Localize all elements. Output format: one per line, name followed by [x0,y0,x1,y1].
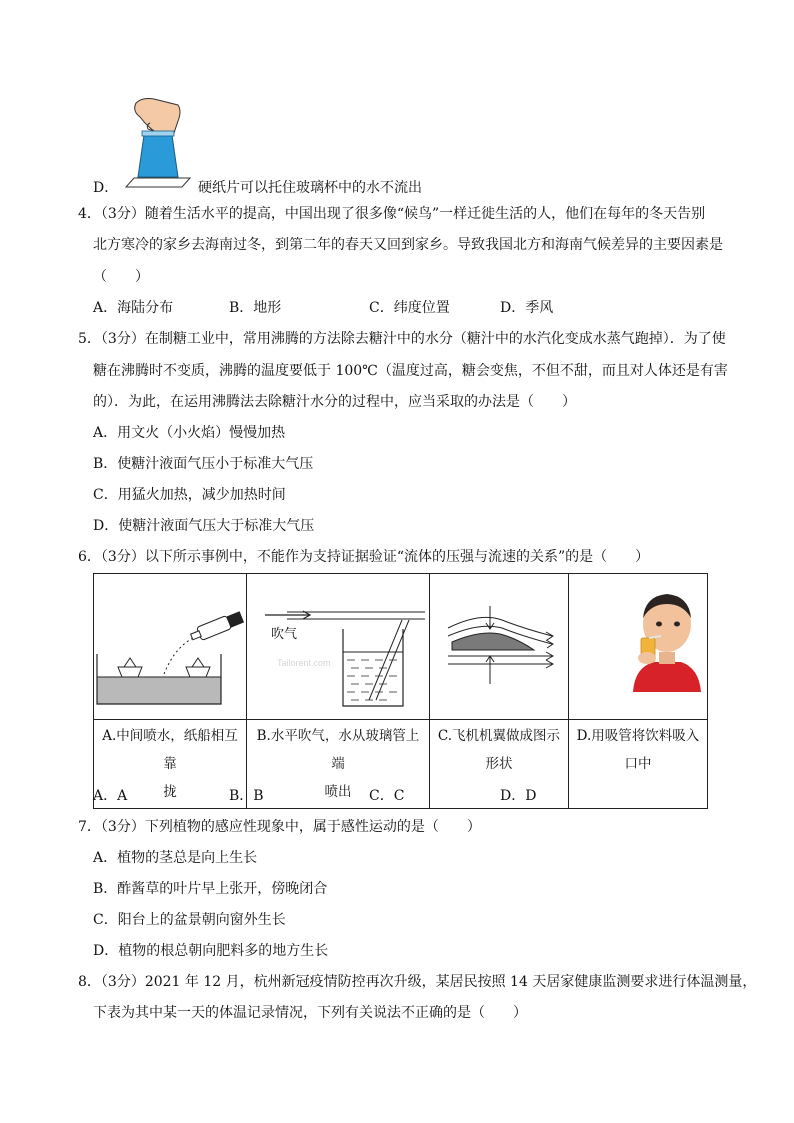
q7-option-c[interactable]: C．阳台上的盆景朝向窗外生长 [93,912,286,928]
q3-option-d-figure [120,95,195,190]
q6-caption-c-line2: 形状 [485,756,513,772]
boy-drinking-icon [569,574,707,719]
q4-stem-line3: （ ） [93,269,149,285]
q6-caption-b-line1: B.水平吹气，水从玻璃管上端 [256,728,420,772]
blow-tube-icon [247,574,429,719]
q5-option-a[interactable]: A．用文火（小火焰）慢慢加热 [93,425,286,441]
q8-stem-line1: 8．（3分）2021 年 12 月，杭州新冠疫情防控再次升级，某居民按照 14 天居家健康监测要求进行体温测量， [78,974,757,990]
q6-caption-d-line2: 口中 [624,756,652,772]
q5-option-c[interactable]: C．用猛火加热，减少加热时间 [93,487,286,503]
q8-stem-line2: 下表为其中某一天的体温记录情况，下列有关说法不正确的是（ ） [93,1005,527,1021]
q6-caption-d [569,720,708,809]
q6-cell-a-image [94,574,247,720]
q6-caption-b-line2: 喷出 [324,784,352,800]
q5-stem-line1: 5．（3分）在制糖工业中，常用沸腾的方法除去糖汁中的水分（糖汁中的水汽化变成水蒸气跑掉）．为了使 [78,331,726,347]
q6-stem-line1: 6．（3分）以下所示事例中，不能作为支持证据验证“流体的压强与流速的关系”的是（ ） [78,549,650,565]
q5-stem-line2: 糖在沸腾时不变质，沸腾的温度要低于 100℃（温度过高，糖会变焦，不但不甜，而且对人体还是有害 [93,363,728,379]
q6-caption-a-line2: 拢 [163,784,177,800]
q6-option-c[interactable]: C．C [369,788,405,804]
airplane-wing-icon [430,574,568,719]
q7-option-a[interactable]: A．植物的茎总是向上生长 [93,850,258,866]
q6-option-d[interactable]: D．D [500,788,537,804]
q6-figure-table [93,573,708,809]
q4-stem-line2: 北方寒冷的家乡去海南过冬，到第二年的春天又回到家乡。导致我国北方和海南气候差异的主要因素是 [93,237,723,253]
q4-option-d[interactable]: D．季风 [500,300,554,316]
hand-holding-cup-icon [120,95,195,190]
q7-stem-line1: 7．（3分）下列植物的感应性现象中，属于感性运动的是（ ） [78,819,481,835]
watermark-text: Tailorent.com [277,658,331,668]
paper-boats-icon [94,574,246,719]
q7-option-b[interactable]: B．酢酱草的叶片早上张开，傍晚闭合 [93,881,328,897]
q6-cell-b-image [247,574,430,720]
blow-label: 吹气 [271,626,298,641]
q6-option-b[interactable]: B．B [229,788,264,804]
q4-stem-line1: 4．（3分）随着生活水平的提高，中国出现了很多像“候鸟”一样迁徙生活的人，他们在每年的冬天告别 [78,206,706,222]
q4-option-a[interactable]: A．海陆分布 [93,300,174,316]
q6-caption-a-line1: A.中间喷水，纸船相互靠 [102,728,238,772]
q3-option-d-text: 硬纸片可以托住玻璃杯中的水不流出 [198,180,422,196]
q7-option-d[interactable]: D．植物的根总朝向肥料多的地方生长 [93,943,329,959]
q6-cell-d-image [569,574,708,720]
q3-option-d-label: D． [93,180,119,196]
q6-cell-c-image [430,574,569,720]
q5-option-b[interactable]: B．使糖汁液面气压小于标准大气压 [93,456,314,472]
q5-stem-line3: 的）．为此，在运用沸腾法去除糖汁水分的过程中，应当采取的办法是（ ） [93,394,576,410]
q4-option-c[interactable]: C．纬度位置 [369,300,450,316]
q4-option-b[interactable]: B．地形 [229,300,282,316]
q6-option-a[interactable]: A．A [93,788,128,804]
q6-caption-d-line1: D.用吸管将饮料吸入 [576,728,700,744]
q6-caption-c [430,720,569,809]
q5-option-d[interactable]: D．使糖汁液面气压大于标准大气压 [93,518,315,534]
q6-caption-c-line1: C.飞机机翼做成图示 [437,728,561,744]
